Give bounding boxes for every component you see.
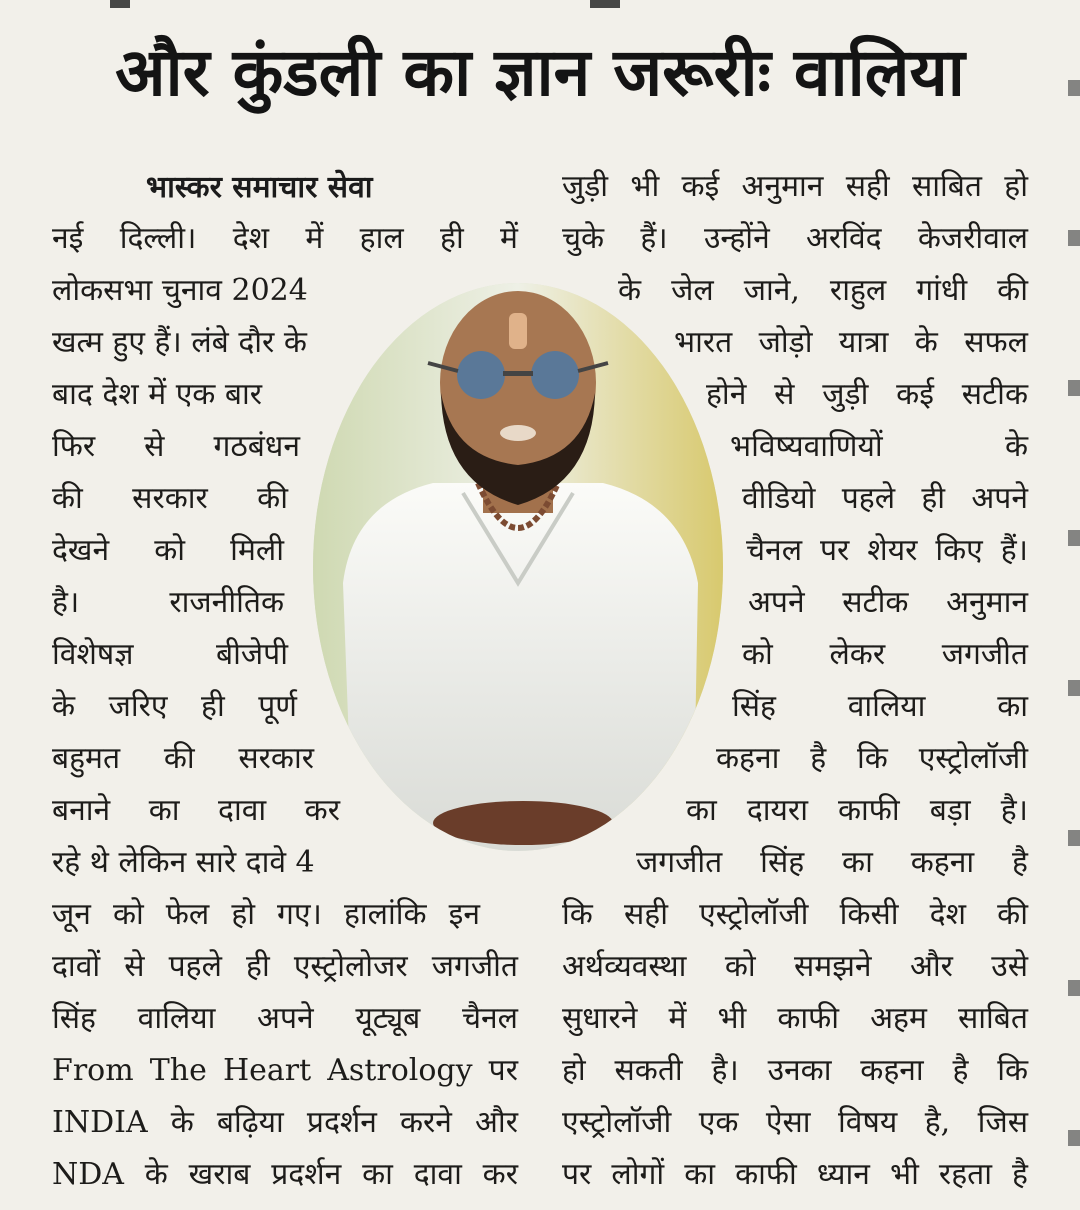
left-line-6: की सरकार की [52,481,288,516]
right-line-10: को लेकर जगजीत [742,637,1028,672]
right-line-17: सुधारने में भी काफी अहम साबित [562,1001,1028,1036]
left-line-17: From The Heart Astrology पर [52,1053,518,1088]
left-line-2: लोकसभा चुनाव 2024 [52,273,308,308]
left-line-3: खत्म हुए हैं। लंबे दौर के [52,325,307,360]
left-line-13: रहे थे लेकिन सारे दावे 4 [52,845,315,880]
right-line-19: एस्ट्रोलॉजी एक ऐसा विषय है, जिस [562,1105,1028,1140]
right-line-4: भारत जोड़ो यात्रा के सफल [674,325,1028,360]
left-line-16: सिंह वालिया अपने यूट्यूब चैनल [52,1001,518,1036]
right-line-13: का दायरा काफी बड़ा है। [686,793,1028,828]
portrait-photo [313,283,723,851]
right-line-7: वीडियो पहले ही अपने [742,481,1028,516]
left-line-10: के जरिए ही पूर्ण [52,689,297,724]
right-line-11: सिंह वालिया का [732,689,1028,724]
right-line-20: पर लोगों का काफी ध्यान भी रहता है [562,1157,1028,1192]
left-line-15: दावों से पहले ही एस्ट्रोलोजर जगजीत [52,949,518,984]
right-line-3: के जेल जाने, राहुल गांधी की [618,273,1028,308]
right-line-6: भविष्यवाणियों के [730,429,1028,464]
left-line-5: फिर से गठबंधन [52,429,300,464]
left-line-7: देखने को मिली [52,533,284,568]
right-line-12: कहना है कि एस्ट्रोलॉजी [716,741,1028,776]
left-line-18: INDIA के बढ़िया प्रदर्शन करने और [52,1105,518,1140]
left-line-11: बहुमत की सरकार [52,741,314,776]
right-line-1: जुड़ी भी कई अनुमान सही साबित हो [562,169,1028,204]
right-line-18: हो सकती है। उनका कहना है कि [562,1053,1028,1088]
byline: भास्कर समाचार सेवा [146,170,373,205]
cropped-previous-headline [0,0,1080,12]
right-line-16: अर्थव्यवस्था को समझने और उसे [562,949,1028,984]
page-edge-marks [1068,0,1080,1210]
left-line-12: बनाने का दावा कर [52,793,340,828]
right-line-2: चुके हैं। उन्होंने अरविंद केजरीवाल [562,221,1028,256]
left-line-4: बाद देश में एक बार [52,377,263,412]
headline: और कुंडली का ज्ञान जरूरीः वालिया [115,34,965,111]
left-line-1: नई दिल्ली। देश में हाल ही में [52,221,518,256]
left-line-9: विशेषज्ञ बीजेपी [52,637,288,672]
left-line-14: जून को फेल हो गए। हालांकि इन [52,897,480,932]
right-line-15: कि सही एस्ट्रोलॉजी किसी देश की [562,897,1028,932]
right-line-9: अपने सटीक अनुमान [748,585,1028,620]
person-portrait-icon [313,283,723,851]
right-line-8: चैनल पर शेयर किए हैं। [746,533,1028,568]
right-line-14: जगजीत सिंह का कहना है [636,845,1028,880]
left-line-8: है। राजनीतिक [52,585,284,620]
left-line-19: NDA के खराब प्रदर्शन का दावा कर [52,1157,518,1192]
right-line-5: होने से जुड़ी कई सटीक [706,377,1028,412]
